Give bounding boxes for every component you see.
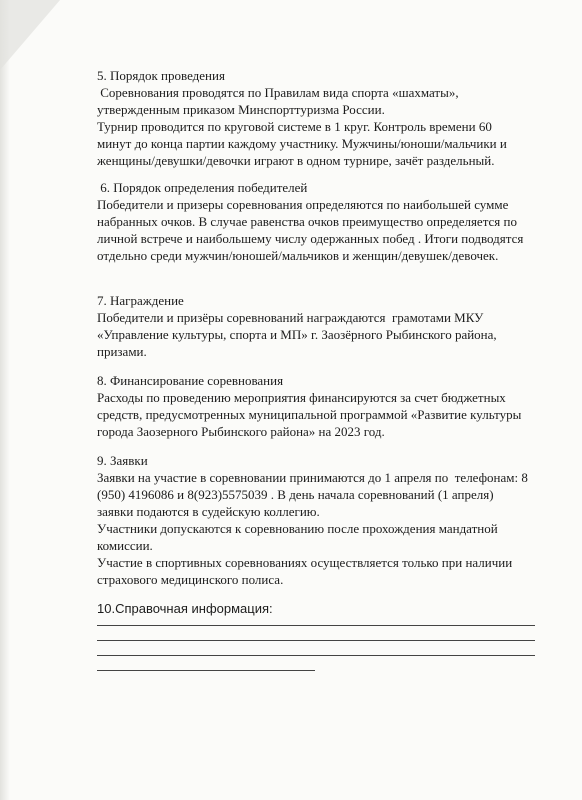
text-line: Соревнования проводятся по Правилам вида спорта «шахматы», — [97, 85, 459, 100]
section-5-procedure — [97, 67, 545, 169]
text-line: города Заозерного Рыбинского района» на 2023 год. — [97, 424, 385, 439]
text-line: Участники допускаются к соревнованию после прохождения мандатной — [97, 521, 498, 536]
section-heading: 10.Справочная информация: — [97, 601, 273, 616]
section-heading: 6. Порядок определения победителей — [97, 180, 308, 195]
text-line: Расходы по проведению мероприятия финансируются за счет бюджетных — [97, 390, 506, 405]
blank-fill-line — [97, 625, 535, 626]
blank-fill-line — [97, 640, 535, 641]
section-8-financing — [97, 372, 545, 440]
text-line: личной встрече и наибольшему числу одержанных побед . Итоги подводятся — [97, 231, 524, 246]
text-line: страхового медицинского полиса. — [97, 572, 284, 587]
section-10-reference-info — [97, 600, 545, 671]
text-line: Заявки на участие в соревновании принимаются до 1 апреля по телефонам: 8 — [97, 470, 528, 485]
section-heading: 7. Награждение — [97, 293, 184, 308]
text-line: призами. — [97, 344, 147, 359]
blank-fill-line — [97, 655, 535, 656]
blank-fill-line — [97, 670, 315, 671]
text-line: комиссии. — [97, 538, 153, 553]
text-line: «Управление культуры, спорта и МП» г. Заозёрного Рыбинского района, — [97, 327, 497, 342]
section-heading: 9. Заявки — [97, 453, 148, 468]
text-line: Победители и призёры соревнований награждаются грамотами МКУ — [97, 310, 484, 325]
section-heading: 8. Финансирование соревнования — [97, 373, 284, 388]
text-line: утвержденным приказом Минспорттуризма России. — [97, 102, 385, 117]
text-line: Турнир проводится по круговой системе в 1 круг. Контроль времени 60 — [97, 119, 492, 134]
text-line: отдельно среди мужчин/юношей/мальчиков и женщин/девушек/девочек. — [97, 248, 499, 263]
page-edge-shadow — [0, 0, 10, 800]
text-line: Победители и призеры соревнования определяются по наибольшей сумме — [97, 197, 509, 212]
text-line: (950) 4196086 и 8(923)5575039 . В день начала соревнований (1 апреля) — [97, 487, 494, 502]
section-heading: 5. Порядок проведения — [97, 68, 225, 83]
document-body — [97, 67, 545, 671]
text-line: средств, предусмотренных муниципальной программой «Развитие культуры — [97, 407, 522, 422]
section-6-winners — [97, 179, 545, 264]
text-line: минут до конца партии каждому участнику. Мужчины/юноши/мальчики и — [97, 136, 507, 151]
section-9-applications — [97, 452, 545, 588]
text-line: заявки подаются в судейскую коллегию. — [97, 504, 320, 519]
text-line: Участие в спортивных соревнованиях осуществляется только при наличии — [97, 555, 513, 570]
section-7-awards — [97, 292, 545, 360]
text-line: набранных очков. В случае равенства очков преимущество определяется по — [97, 214, 517, 229]
text-line: женщины/девушки/девочки играют в одном турнире, зачёт раздельный. — [97, 153, 495, 168]
